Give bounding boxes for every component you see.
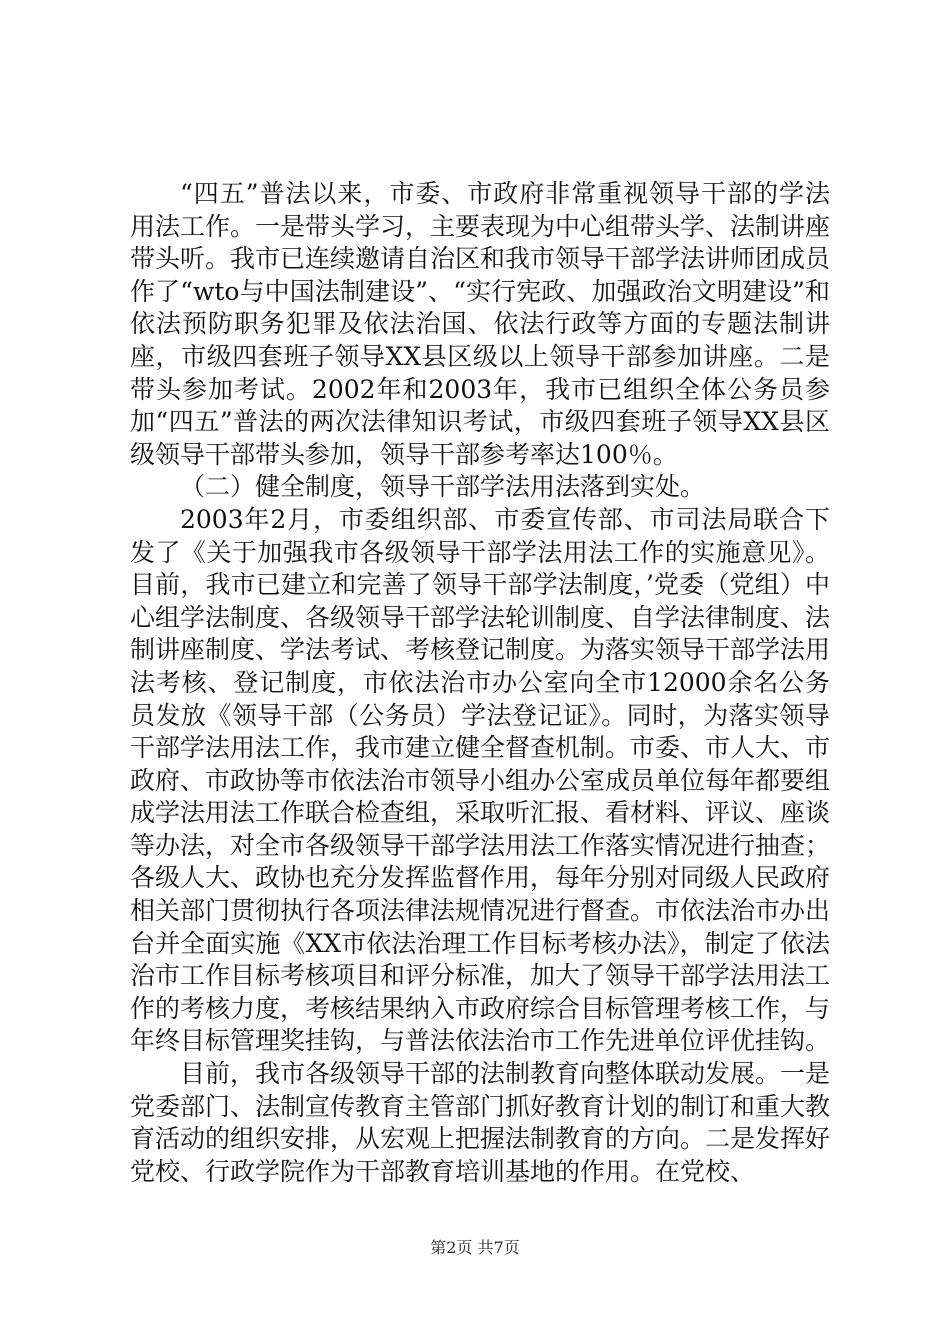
paragraph-2-heading: （二）健全制度，领导干部学法用法落到实处。 bbox=[180, 472, 706, 502]
paragraph-3: 2003年2月，市委组织部、市委宣传部、市司法局联合下发了《关于加强我市各级领导干部学法用法工作的实施意见》。目前，我市已建立和完善了领导干部学法制度，’党委（党组）中心组学法制度、各级领导干部学法轮训制度、自学法律制度、法制讲座制度、学法考试、考核登记制度。为落实领导干部学法用法考核、登记制度，市依法治市办公室向全市12000余名公务员发放《领导干部（公务员）学法登记证》。同时，为落实领导干部学法用法工作，我市建立健全督查机制。市委、市人大、市政府、市政协等市依法治市领导小组办公室成员单位每年都要组成学法用法工作联合检查组，采取听汇报、看材料、评议、座谈等办法，对全市各级领导干部学法用法工作落实情况进行抽查；各级人大、政协也充分发挥监督作用，每年分别对同级人民政府相关部门贯彻执行各项法律法规情况进行督查。市依法治市办出台并全面实施《XX市依法治理工作目标考核办法》，制定了依法治市工作目标考核项目和评分标准，加大了领导干部学法用法工作的考核力度，考核结果纳入市政府综合目标管理考核工作，与年终目标管理奖挂钩，与普法依法治市工作先进单位评优挂钩。 bbox=[130, 504, 831, 1056]
paragraph-1: “四五”普法以来，市委、市政府非常重视领导干部的学法用法工作。一是带头学习，主要表现为中心组带头学、法制讲座带头听。我市已连续邀请自治区和我市领导干部学法讲师团成员作了“wto与中国法制建设”、“实行宪政、加强政治文明建设”和依法预防职务犯罪及依法治国、依法行政等方面的专题法制讲座，市级四套班子领导XX县区级以上领导干部参加讲座。二是带头参加考试。2002年和2003年，我市已组织全体公务员参加“四五”普法的两次法律知识考试，市级四套班子领导XX县区级领导干部带头参加，领导干部参考率达100％。 bbox=[130, 179, 831, 469]
document-body bbox=[130, 178, 830, 1188]
paragraph-4: 目前，我市各级领导干部的法制教育向整体联动发展。一是党委部门、法制宣传教育主管部门抓好教育计划的制订和重大教育活动的组织安排，从宏观上把握法制教育的方向。二是发挥好党校、行政学院作为干部教育培训基地的作用。在党校、 bbox=[130, 1059, 831, 1186]
page-number-footer: 第2页 共7页 bbox=[430, 1238, 520, 1257]
